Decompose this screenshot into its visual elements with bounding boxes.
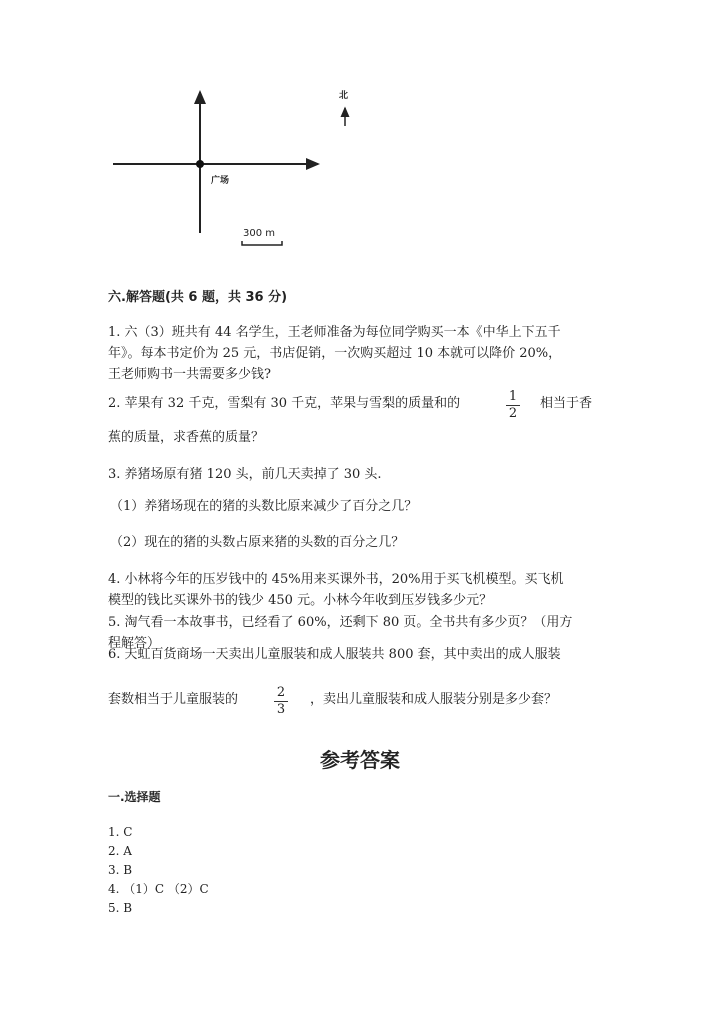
map-figure: [0, 0, 720, 260]
answer-item: 4. （1）C （2）C: [108, 882, 209, 896]
denominator: 2: [508, 406, 518, 421]
section-heading: 六.解答题(共 6 题，共 36 分): [108, 290, 288, 305]
answer-item: 3. B: [108, 863, 133, 877]
question-2-line: 相当于香: [540, 396, 593, 411]
answer-item: 5. B: [108, 901, 133, 915]
numerator: 2: [276, 685, 286, 700]
question-2-line: 蕉的质量，求香蕉的质量？: [108, 430, 265, 445]
question-6-line: 6. 天虹百货商场一天卖出儿童服装和成人服装共 800 套，其中卖出的成人服装: [108, 647, 561, 662]
numerator: 1: [508, 389, 518, 404]
question-3-sub1: （1）养猪场现在的猪的头数比原来减少了百分之几？: [110, 499, 418, 514]
denominator: 3: [276, 702, 286, 717]
question-4-line: 模型的钱比买课外书的钱少 450 元。小林今年收到压岁钱多少元？: [108, 593, 493, 608]
fraction-two-thirds: [274, 686, 288, 717]
scale-label: 300 m: [243, 228, 276, 239]
question-5-line: 5. 淘气看一本故事书，已经看了 60%，还剩下 80 页。全书共有多少页？（用方: [108, 615, 573, 630]
question-1-line: 1. 六（3）班共有 44 名学生，王老师准备为每位同学购买一本《中华上下五千: [108, 325, 561, 340]
question-1-line: 王老师购书一共需要多少钱?: [108, 367, 271, 382]
plaza-point: [196, 160, 204, 168]
answers-section-heading: 一.选择题: [108, 790, 161, 804]
plaza-label: 广场: [211, 176, 230, 186]
north-label: 北: [339, 91, 349, 101]
answer-item: 1. C: [108, 825, 133, 839]
question-2-line: 2. 苹果有 32 千克，雪梨有 30 千克，苹果与雪梨的质量和的: [108, 396, 461, 411]
question-6-line: 套数相当于儿童服装的: [108, 692, 239, 707]
answers-title: 参考答案: [320, 748, 400, 772]
question-4-line: 4. 小林将今年的压岁钱中的 45%用来买课外书，20%用于买飞机模型。买飞机: [108, 572, 564, 587]
question-6-line: ，卖出儿童服装和成人服装分别是多少套？: [310, 692, 558, 707]
question-5-line: 程解答）: [108, 636, 161, 651]
question-1-line: 年》。每本书定价为 25 元，书店促销，一次购买超过 10 本就可以降价 20%，: [108, 346, 562, 361]
answer-item: 2. A: [108, 844, 132, 858]
question-3-line: 3. 养猪场原有猪 120 头，前几天卖掉了 30 头.: [108, 467, 382, 482]
scale-bar: [242, 241, 282, 245]
question-3-sub2: （2）现在的猪的头数占原来猪的头数的百分之几？: [110, 535, 405, 550]
fraction-one-half: [506, 390, 520, 421]
